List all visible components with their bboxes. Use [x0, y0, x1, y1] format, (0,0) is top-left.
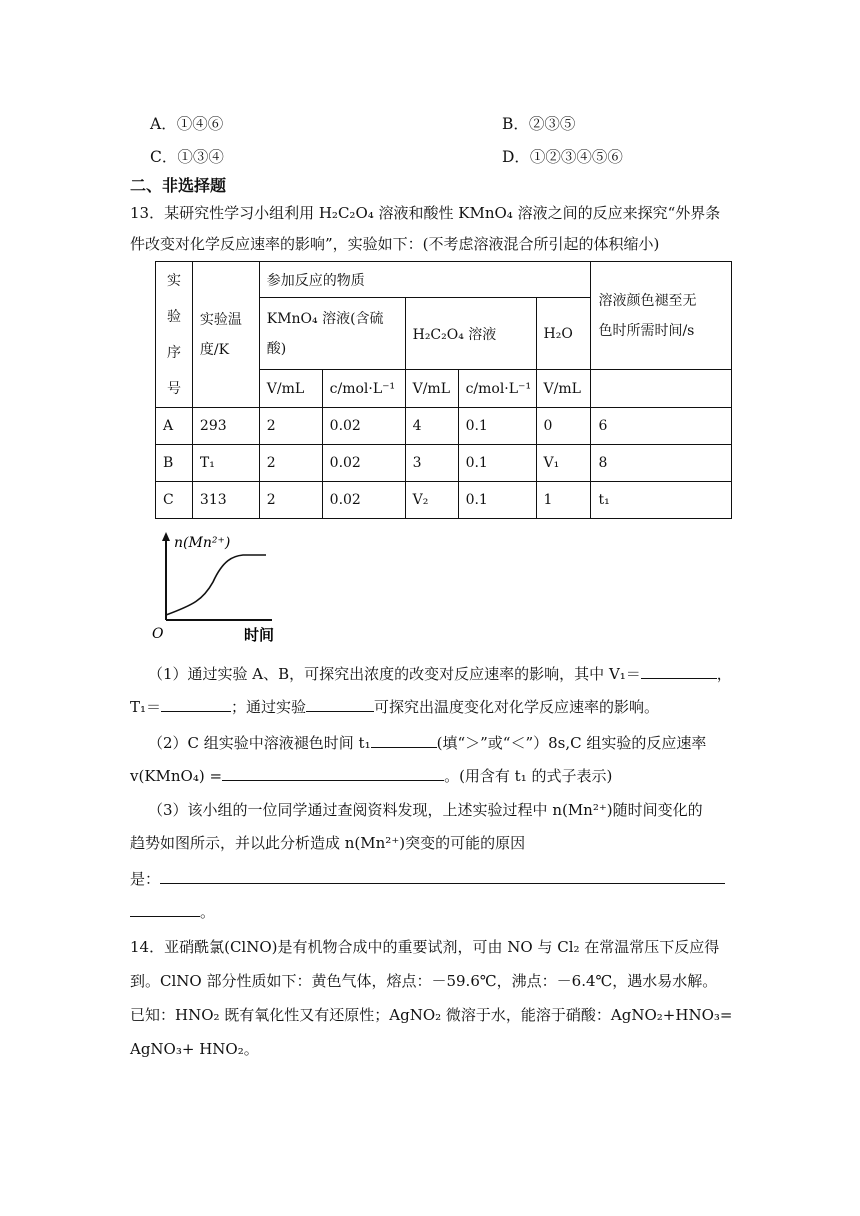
header-reactants: 参加反应的物质 — [259, 262, 591, 298]
q13-part-3-line-1: （3）该小组的一位同学通过查阅资料发现，上述实验过程中 n(Mn²⁺)随时间变化的 — [148, 801, 703, 819]
table-row — [156, 408, 732, 445]
cell: 2 — [259, 445, 322, 482]
cell: 1 — [536, 482, 591, 519]
q13-p2-text-c: v(KMnO₄) = — [130, 767, 223, 785]
q14-line-1: 14．亚硝酰氯(ClNO)是有机物合成中的重要试剂，可由 NO 与 Cl₂ 在常温常压下反应得 — [130, 938, 720, 956]
cell: 0.02 — [322, 445, 405, 482]
unit-time-empty — [591, 370, 732, 408]
cell: 8 — [591, 445, 732, 482]
origin-label: O — [152, 626, 164, 642]
header-kmno4 — [259, 298, 405, 370]
answer-blank-rate[interactable] — [222, 764, 444, 781]
header-h2c2o4: H₂C₂O₄ 溶液 — [405, 298, 536, 370]
header-kmno4-line-1: KMnO₄ 溶液(含硫 — [266, 310, 384, 327]
unit-h2o-volume: V/mL — [536, 370, 591, 408]
x-axis-label: 时间 — [244, 626, 275, 644]
cell: V₁ — [536, 445, 591, 482]
option-c: C．①③④ — [150, 148, 224, 166]
q13-p3-text-c: 是： — [130, 870, 161, 888]
mn-ion-time-chart — [148, 530, 288, 645]
header-time — [591, 262, 732, 370]
q13-part-2-line-1 — [148, 730, 706, 756]
cell: 0.1 — [458, 445, 536, 482]
header-temp-line-2: 度/K — [199, 341, 230, 358]
unit-h2c2o4-conc: c/mol·L⁻¹ — [458, 370, 536, 408]
cell: 0.1 — [458, 408, 536, 445]
q13-part-3-line-4 — [130, 899, 215, 925]
cell: 293 — [192, 408, 259, 445]
cell: C — [156, 482, 193, 519]
unit-kmno4-conc: c/mol·L⁻¹ — [322, 370, 405, 408]
sigmoid-curve — [166, 555, 266, 615]
header-temp-line-1: 实验温 — [199, 311, 242, 328]
unit-h2c2o4-volume: V/mL — [405, 370, 458, 408]
y-axis-arrow — [162, 532, 170, 541]
q13-intro-line-2: 件改变对化学反应速率的影响”，实验如下：(不考虑溶液混合所引起的体积缩小) — [130, 235, 660, 253]
q13-p2-text-b: (填“＞”或“＜”）8s,C 组实验的反应速率 — [436, 734, 707, 752]
cell: 2 — [259, 482, 322, 519]
q13-p1-text-b: ， — [716, 665, 732, 683]
cell: 6 — [591, 408, 732, 445]
cell: 0 — [536, 408, 591, 445]
answer-blank-compare[interactable] — [371, 731, 437, 748]
q13-part-2-line-2 — [130, 763, 612, 789]
header-kmno4-line-2: 酸) — [266, 340, 287, 357]
cell: 2 — [259, 408, 322, 445]
header-time-line-1: 溶液颜色褪至无 — [598, 292, 697, 309]
header-temp — [192, 262, 259, 408]
cell: 0.02 — [322, 408, 405, 445]
cell: 3 — [405, 445, 458, 482]
q13-p2-text-d: 。(用含有 t₁ 的式子表示) — [444, 767, 613, 785]
answer-blank-t1[interactable] — [161, 695, 231, 712]
q13-p2-text-a: （2）C 组实验中溶液褪色时间 t₁ — [148, 734, 371, 752]
cell: 4 — [405, 408, 458, 445]
table-row — [156, 445, 732, 482]
cell: 0.1 — [458, 482, 536, 519]
header-seq — [156, 262, 193, 408]
q13-part-3-line-2: 趋势如图所示，并以此分析造成 n(Mn²⁺)突变的可能的原因 — [130, 834, 526, 852]
table-row — [156, 482, 732, 519]
q13-p1-text-e: 可探究出温度变化对化学反应速率的影响。 — [374, 698, 660, 716]
q14-line-4: AgNO₃+ HNO₂。 — [130, 1040, 259, 1058]
answer-blank-v1[interactable] — [641, 662, 717, 679]
header-h2o: H₂O — [536, 298, 591, 370]
q13-part-1-line-1 — [148, 661, 732, 687]
answer-blank-reason[interactable] — [160, 867, 725, 884]
y-axis-label: n(Mn²⁺) — [174, 535, 231, 551]
cell: V₂ — [405, 482, 458, 519]
option-d: D．①②③④⑤⑥ — [502, 148, 623, 166]
q13-p3-end: 。 — [200, 903, 216, 921]
q13-p1-text-a: （1）通过实验 A、B，可探究出浓度的改变对反应速率的影响，其中 V₁＝ — [148, 665, 641, 683]
q14-line-3: 已知：HNO₂ 既有氧化性又有还原性；AgNO₂ 微溶于水，能溶于硝酸：AgNO₂+HNO₃= — [130, 1006, 733, 1024]
answer-blank-experiment[interactable] — [306, 695, 374, 712]
q13-part-3-line-3 — [130, 866, 725, 892]
q13-intro-line-1: 13．某研究性学习小组利用 H₂C₂O₄ 溶液和酸性 KMnO₄ 溶液之间的反应来探究“外界条 — [130, 204, 721, 222]
cell: B — [156, 445, 193, 482]
cell: 0.02 — [322, 482, 405, 519]
unit-kmno4-volume: V/mL — [259, 370, 322, 408]
option-a: A．①④⑥ — [150, 115, 224, 133]
q13-p1-text-c: T₁＝ — [130, 698, 162, 716]
cell: A — [156, 408, 193, 445]
section-heading: 二、非选择题 — [130, 176, 227, 195]
q14-line-2: 到。ClNO 部分性质如下：黄色气体，熔点：－59.6℃，沸点：－6.4℃，遇水易水解。 — [130, 972, 718, 990]
answer-blank-reason-cont[interactable] — [130, 900, 200, 917]
experiment-table — [155, 261, 732, 519]
cell: t₁ — [591, 482, 732, 519]
cell: T₁ — [192, 445, 259, 482]
option-b: B．②③⑤ — [502, 115, 576, 133]
header-time-line-2: 色时所需时间/s — [598, 322, 695, 339]
cell: 313 — [192, 482, 259, 519]
q13-part-1-line-2 — [130, 694, 659, 720]
q13-p1-text-d: ；通过实验 — [231, 698, 307, 716]
header-seq-text: 实验序号 — [166, 272, 181, 397]
